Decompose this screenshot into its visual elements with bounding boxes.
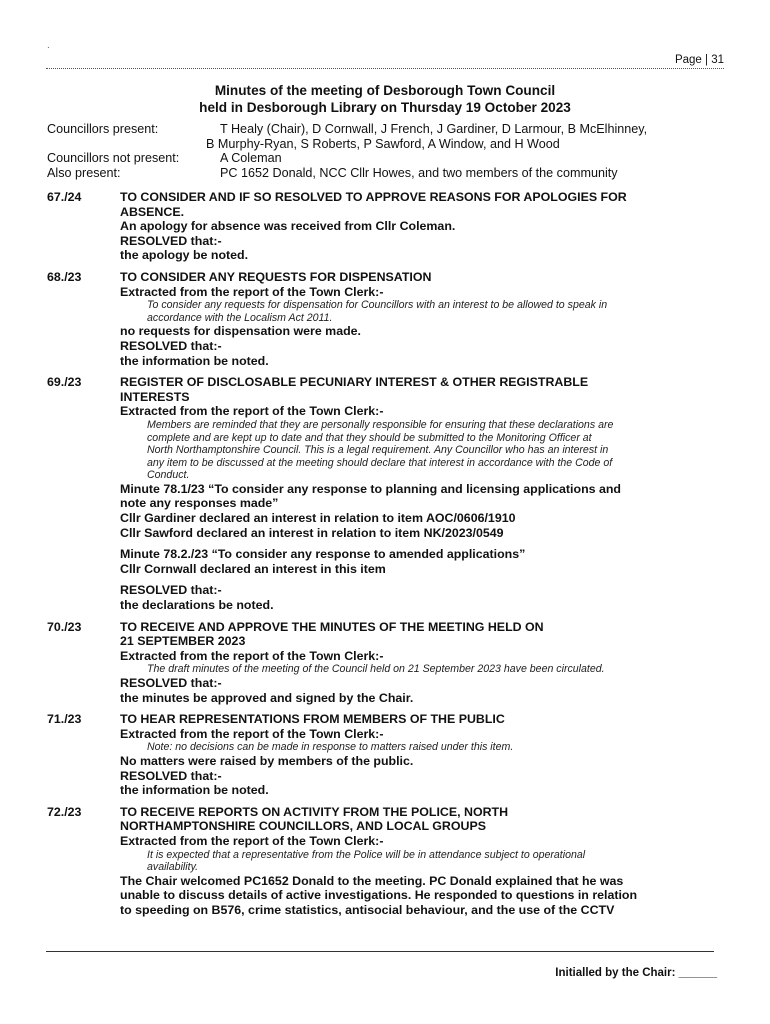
minute-items [47, 190, 727, 925]
extract-label: Extracted from the report of the Town Clerk:- [120, 833, 384, 848]
minute-item-70 [47, 620, 727, 706]
interest-declaration: Cllr Cornwall declared an interest in this item [120, 561, 386, 576]
extract-label: Extracted from the report of the Town Clerk:- [120, 726, 384, 741]
attendance-block [47, 122, 727, 180]
item-heading: TO RECEIVE REPORTS ON ACTIVITY FROM THE POLICE, NORTH [120, 804, 509, 819]
title-line-1: Minutes of the meeting of Desborough Town Council [214, 83, 556, 98]
item-text-cont: to speeding on B576, crime statistics, antisocial behaviour, and the use of the CCTV [120, 902, 615, 917]
resolution: the minutes be approved and signed by the Chair. [120, 690, 414, 705]
item-text: An apology for absence was received from Cllr Coleman. [120, 219, 456, 234]
item-body [120, 712, 727, 798]
present-names-line-2: B Murphy-Ryan, S Roberts, P Sawford, A Window, and H Wood [206, 136, 560, 151]
resolution: the information be noted. [120, 353, 269, 368]
minute-item-68 [47, 270, 727, 368]
not-present-row [47, 151, 727, 166]
clerk-note: It is expected that a representative from the Police will be in attendance subject to operational [147, 848, 586, 861]
clerk-note-cont: North Northamptonshire Council. This is a legal requirement. Any Councillor who has an interest in [147, 444, 609, 457]
footer-divider [46, 951, 714, 952]
item-heading: TO CONSIDER AND IF SO RESOLVED TO APPROVE REASONS FOR APOLOGIES FOR [120, 190, 627, 204]
document-title [46, 82, 724, 116]
item-heading: TO CONSIDER ANY REQUESTS FOR DISPENSATION [120, 269, 432, 284]
clerk-note: Note: no decisions can be made in response to matters raised under this item. [147, 741, 514, 754]
clerk-note-cont: availability. [147, 861, 199, 874]
not-present-names: A Coleman [220, 151, 282, 166]
item-body [120, 270, 727, 368]
item-text: no requests for dispensation were made. [120, 324, 361, 339]
present-row [47, 122, 727, 151]
interest-declaration: Cllr Gardiner declared an interest in relation to item AOC/0606/1910 [120, 511, 516, 526]
chair-initials-line: Initialled by the Chair: ______ [555, 967, 717, 979]
resolved-label: RESOLVED that:- [120, 676, 222, 690]
resolved-label: RESOLVED that:- [120, 768, 222, 783]
minute-item-67 [47, 190, 727, 263]
minute-item-72 [47, 805, 727, 918]
present-label: Councillors present: [47, 122, 159, 136]
also-present-names: PC 1652 Donald, NCC Cllr Howes, and two members of the community [220, 165, 618, 180]
clerk-note-cont: any item to be discussed at the meeting should declare that interest in accordance with the Code of [147, 456, 613, 469]
item-number: 69./23 [47, 375, 82, 390]
title-line-2: held in Desborough Library on Thursday 19 October 2023 [199, 100, 571, 115]
clerk-note-cont: accordance with the Localism Act 2011. [147, 311, 333, 324]
item-heading-cont: ABSENCE. [120, 204, 185, 219]
spacer [120, 576, 727, 583]
clerk-note: Members are reminded that they are personally responsible for ensuring that these declarations are [147, 418, 614, 431]
item-heading: TO RECEIVE AND APPROVE THE MINUTES OF THE MEETING HELD ON [120, 619, 544, 634]
also-present-label: Also present: [47, 165, 121, 180]
minute-reference: Minute 78.1/23 “To consider any response to planning and licensing applications and [120, 481, 621, 496]
minute-reference-cont: note any responses made” [120, 496, 279, 511]
present-names-line-1: T Healy (Chair), D Cornwall, J French, J Gardiner, D Larmour, B McElhinney, [220, 122, 648, 136]
item-number: 67./24 [47, 190, 82, 204]
resolution: the information be noted. [120, 783, 269, 798]
item-heading: TO HEAR REPRESENTATIONS FROM MEMBERS OF THE PUBLIC [120, 712, 505, 727]
header-divider [46, 68, 724, 69]
page-number: Page | 31 [674, 54, 724, 66]
item-text: No matters were raised by members of the public. [120, 753, 414, 768]
item-body [120, 620, 727, 706]
clerk-note-cont: complete and are kept up to date and that they should be submitted to the Monitoring Officer at [147, 431, 592, 444]
clerk-note-cont: Conduct. [147, 469, 190, 482]
item-body [120, 190, 727, 263]
extract-label: Extracted from the report of the Town Clerk:- [120, 284, 384, 299]
minute-item-71 [47, 712, 727, 798]
clerk-note: The draft minutes of the meeting of the Council held on 21 September 2023 have been circulated. [147, 663, 605, 676]
item-number: 71./23 [47, 712, 82, 727]
resolution: the declarations be noted. [120, 598, 274, 613]
item-text: The Chair welcomed PC1652 Donald to the meeting. PC Donald explained that he was [120, 873, 624, 888]
clerk-note: To consider any requests for dispensation for Councillors with an interest to be allowed to speak in [147, 299, 608, 312]
resolution: the apology be noted. [120, 248, 249, 263]
item-number: 70./23 [47, 619, 82, 634]
item-body [120, 375, 727, 613]
item-heading-cont: NORTHAMPTONSHIRE COUNCILLORS, AND LOCAL GROUPS [120, 819, 486, 834]
also-present-row [47, 166, 727, 181]
item-text-cont: unable to discuss details of active investigations. He responded to questions in relation [120, 888, 638, 903]
minute-reference: Minute 78.2./23 “To consider any response to amended applications” [120, 547, 526, 562]
present-names [206, 122, 727, 151]
item-number: 72./23 [47, 804, 82, 819]
minute-item-69 [47, 375, 727, 613]
item-heading: REGISTER OF DISCLOSABLE PECUNIARY INTEREST & OTHER REGISTRABLE [120, 375, 589, 390]
extract-label: Extracted from the report of the Town Clerk:- [120, 648, 384, 663]
item-body [120, 805, 727, 918]
resolved-label: RESOLVED that:- [120, 233, 222, 248]
resolved-label: RESOLVED that:- [120, 338, 222, 353]
not-present-label: Councillors not present: [47, 151, 180, 166]
page-mark: . [47, 40, 50, 51]
item-heading-cont: INTERESTS [120, 389, 190, 404]
resolved-label: RESOLVED that:- [120, 583, 222, 598]
extract-label: Extracted from the report of the Town Clerk:- [120, 404, 384, 419]
interest-declaration: Cllr Sawford declared an interest in relation to item NK/2023/0549 [120, 525, 504, 540]
spacer [120, 540, 727, 547]
item-heading-cont: 21 SEPTEMBER 2023 [120, 634, 246, 649]
item-number: 68./23 [47, 269, 82, 284]
